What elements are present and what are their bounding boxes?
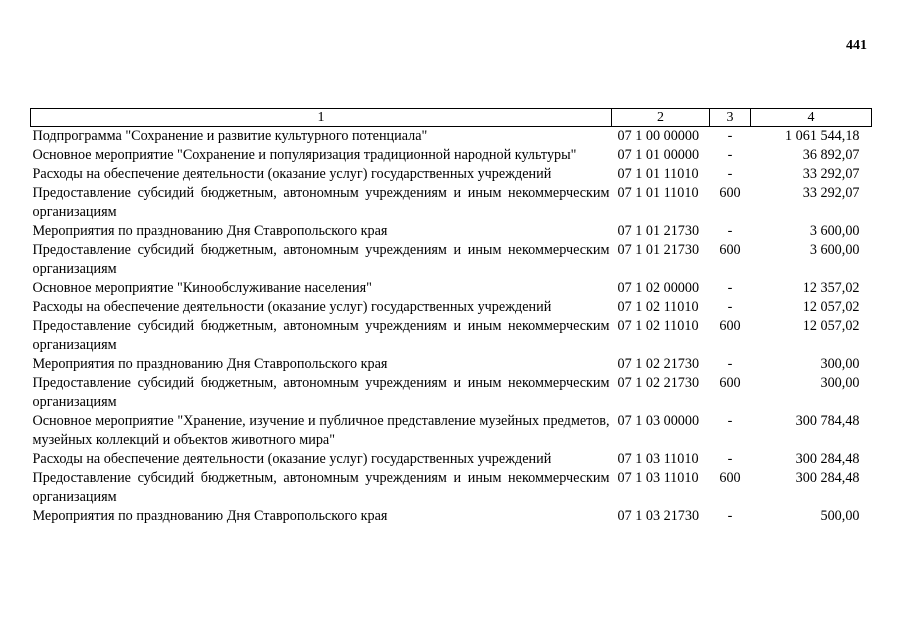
row-expense-type-cell: - — [727, 508, 733, 524]
row-name-cell: Предоставление субсидий бюджетным, автономным учреждениям и иным некоммерческим организациям — [32, 185, 610, 220]
row-name-cell: Мероприятия по празднованию Дня Ставропольского края — [32, 356, 388, 372]
row-expense-type-cell: 600 — [719, 470, 741, 486]
table-row — [31, 317, 872, 355]
row-code-cell: 07 1 03 00000 — [617, 413, 700, 429]
header-col-3: 3 — [710, 109, 751, 127]
row-amount-cell: 36 892,07 — [802, 147, 860, 163]
row-expense-type-cell: - — [727, 147, 733, 163]
table-row — [31, 355, 872, 374]
row-expense-type-cell: - — [727, 413, 733, 429]
table-row — [31, 184, 872, 222]
row-name-cell: Расходы на обеспечение деятельности (оказание услуг) государственных учреждений — [32, 299, 552, 315]
row-code-cell: 07 1 02 21730 — [617, 356, 700, 372]
row-amount-cell: 500,00 — [820, 508, 860, 524]
row-expense-type-cell: - — [727, 356, 733, 372]
row-name-cell: Предоставление субсидий бюджетным, автономным учреждениям и иным некоммерческим организациям — [32, 318, 610, 353]
row-code-cell: 07 1 02 21730 — [617, 375, 700, 391]
row-name-cell: Основное мероприятие "Сохранение и популяризация традиционной народной культуры" — [32, 147, 577, 163]
row-code-cell: 07 1 02 11010 — [617, 318, 699, 334]
table-header — [31, 109, 872, 127]
row-amount-cell: 12 357,02 — [802, 280, 860, 296]
row-name-cell: Предоставление субсидий бюджетным, автономным учреждениям и иным некоммерческим организациям — [32, 242, 610, 277]
row-expense-type-cell: - — [727, 451, 733, 467]
row-name-cell: Основное мероприятие "Кинообслуживание населения" — [32, 280, 372, 296]
row-amount-cell: 12 057,02 — [802, 318, 860, 334]
budget-table — [30, 108, 872, 526]
row-amount-cell: 300,00 — [820, 375, 860, 391]
row-code-cell: 07 1 01 00000 — [617, 147, 700, 163]
row-expense-type-cell: - — [727, 223, 733, 239]
row-code-cell: 07 1 01 11010 — [617, 166, 699, 182]
row-expense-type-cell: - — [727, 128, 733, 144]
header-row — [31, 109, 872, 127]
page-number: 441 — [846, 38, 867, 53]
table-row — [31, 374, 872, 412]
row-amount-cell: 1 061 544,18 — [785, 128, 860, 144]
row-expense-type-cell: 600 — [719, 185, 741, 201]
row-code-cell: 07 1 01 21730 — [617, 223, 700, 239]
table-body — [31, 127, 872, 527]
row-expense-type-cell: - — [727, 280, 733, 296]
row-expense-type-cell: - — [727, 166, 733, 182]
table-row — [31, 146, 872, 165]
row-code-cell: 07 1 02 00000 — [617, 280, 700, 296]
row-amount-cell: 300,00 — [820, 356, 860, 372]
row-expense-type-cell: 600 — [719, 318, 741, 334]
row-code-cell: 07 1 03 11010 — [617, 470, 699, 486]
row-name-cell: Основное мероприятие "Хранение, изучение и публичное представление музейных предметов, музейных коллекций и объектов животного мира" — [32, 413, 610, 448]
table-row — [31, 165, 872, 184]
table-row — [31, 127, 872, 147]
header-col-1: 1 — [31, 109, 612, 127]
table-row — [31, 412, 872, 450]
row-name-cell: Расходы на обеспечение деятельности (оказание услуг) государственных учреждений — [32, 451, 552, 467]
row-name-cell: Расходы на обеспечение деятельности (оказание услуг) государственных учреждений — [32, 166, 552, 182]
row-name-cell: Мероприятия по празднованию Дня Ставропольского края — [32, 508, 388, 524]
header-col-2: 2 — [612, 109, 710, 127]
row-code-cell: 07 1 00 00000 — [617, 128, 700, 144]
budget-table-container — [30, 108, 871, 526]
header-col-4: 4 — [751, 109, 872, 127]
row-code-cell: 07 1 03 11010 — [617, 451, 699, 467]
row-name-cell: Мероприятия по празднованию Дня Ставропольского края — [32, 223, 388, 239]
row-amount-cell: 3 600,00 — [809, 223, 860, 239]
table-row — [31, 298, 872, 317]
row-expense-type-cell: 600 — [719, 242, 741, 258]
row-expense-type-cell: - — [727, 299, 733, 315]
row-amount-cell: 300 284,48 — [795, 451, 860, 467]
row-name-cell: Предоставление субсидий бюджетным, автономным учреждениям и иным некоммерческим организациям — [32, 470, 610, 505]
row-amount-cell: 33 292,07 — [802, 185, 860, 201]
row-amount-cell: 12 057,02 — [802, 299, 860, 315]
table-row — [31, 241, 872, 279]
row-amount-cell: 33 292,07 — [802, 166, 860, 182]
table-row — [31, 469, 872, 507]
row-code-cell: 07 1 03 21730 — [617, 508, 700, 524]
table-row — [31, 507, 872, 526]
row-expense-type-cell: 600 — [719, 375, 741, 391]
row-code-cell: 07 1 01 21730 — [617, 242, 700, 258]
row-code-cell: 07 1 01 11010 — [617, 185, 699, 201]
row-amount-cell: 300 284,48 — [795, 470, 860, 486]
row-name-cell: Подпрограмма "Сохранение и развитие культурного потенциала" — [32, 128, 428, 144]
table-row — [31, 279, 872, 298]
row-code-cell: 07 1 02 11010 — [617, 299, 699, 315]
table-row — [31, 450, 872, 469]
table-row — [31, 222, 872, 241]
row-amount-cell: 300 784,48 — [795, 413, 860, 429]
row-name-cell: Предоставление субсидий бюджетным, автономным учреждениям и иным некоммерческим организациям — [32, 375, 610, 410]
row-amount-cell: 3 600,00 — [809, 242, 860, 258]
